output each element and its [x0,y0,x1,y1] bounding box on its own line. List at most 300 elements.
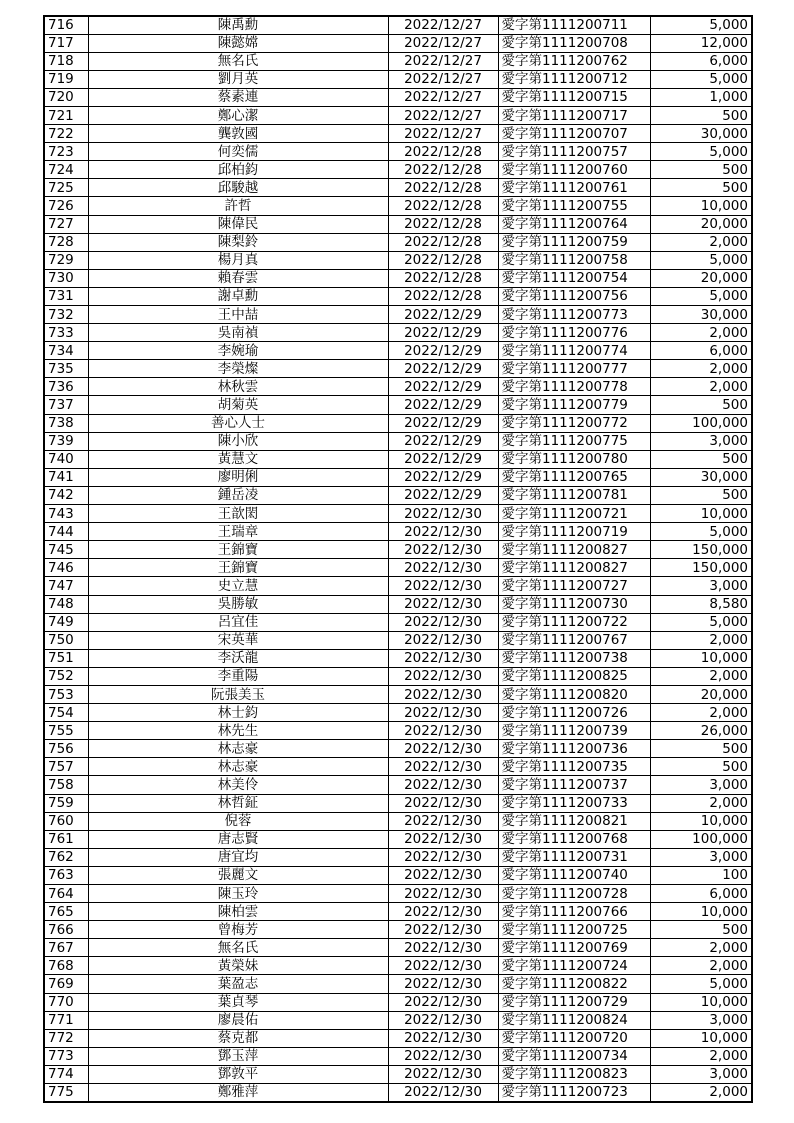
donation-date: 2022/12/29 [388,324,498,342]
donor-name: 黃慧文 [88,450,388,468]
donation-amount: 5,000 [650,251,752,269]
table-row [44,161,752,179]
donor-name: 善心人士 [88,414,388,432]
table-row [44,523,752,541]
donation-date: 2022/12/30 [388,866,498,884]
donor-name: 謝卓勳 [88,287,388,305]
donation-amount: 2,000 [650,667,752,685]
donation-amount: 2,000 [650,324,752,342]
receipt-number: 愛字第1111200756 [498,287,650,305]
receipt-number: 愛字第1111200757 [498,143,650,161]
row-number: 725 [44,179,88,197]
donation-amount: 100,000 [650,414,752,432]
row-number: 751 [44,649,88,667]
receipt-number: 愛字第1111200715 [498,88,650,106]
donation-amount: 12,000 [650,34,752,52]
donation-amount: 2,000 [650,233,752,251]
donor-name: 林先生 [88,722,388,740]
donation-date: 2022/12/27 [388,16,498,34]
receipt-number: 愛字第1111200728 [498,885,650,903]
row-number: 761 [44,830,88,848]
donation-date: 2022/12/27 [388,52,498,70]
row-number: 731 [44,287,88,305]
receipt-number: 愛字第1111200719 [498,523,650,541]
receipt-number: 愛字第1111200827 [498,559,650,577]
receipt-number: 愛字第1111200712 [498,70,650,88]
donation-date: 2022/12/30 [388,957,498,975]
donation-table-body [44,16,752,1102]
receipt-number: 愛字第1111200724 [498,957,650,975]
donation-amount: 100 [650,866,752,884]
row-number: 728 [44,233,88,251]
donation-date: 2022/12/27 [388,88,498,106]
table-row [44,197,752,215]
receipt-number: 愛字第1111200721 [498,505,650,523]
donation-date: 2022/12/30 [388,975,498,993]
donation-date: 2022/12/30 [388,939,498,957]
receipt-number: 愛字第1111200725 [498,921,650,939]
receipt-number: 愛字第1111200768 [498,830,650,848]
donation-date: 2022/12/30 [388,1065,498,1083]
donation-amount: 1,000 [650,88,752,106]
row-number: 756 [44,740,88,758]
receipt-number: 愛字第1111200764 [498,215,650,233]
donor-name: 黃榮妹 [88,957,388,975]
donation-date: 2022/12/29 [388,396,498,414]
donation-amount: 6,000 [650,342,752,360]
donation-amount: 2,000 [650,794,752,812]
donation-amount: 10,000 [650,993,752,1011]
donor-name: 鍾岳凌 [88,486,388,504]
donor-name: 陳禹勳 [88,16,388,34]
donor-name: 吳勝敏 [88,595,388,613]
donor-name: 李沃龍 [88,649,388,667]
table-row [44,885,752,903]
table-row [44,88,752,106]
donor-name: 李重陽 [88,667,388,685]
row-number: 762 [44,848,88,866]
row-number: 750 [44,631,88,649]
donation-date: 2022/12/30 [388,812,498,830]
donation-date: 2022/12/30 [388,921,498,939]
table-row [44,685,752,703]
row-number: 737 [44,396,88,414]
donor-name: 王歆閎 [88,505,388,523]
donation-date: 2022/12/30 [388,541,498,559]
row-number: 735 [44,360,88,378]
donor-name: 鄧玉萍 [88,1047,388,1065]
receipt-number: 愛字第1111200736 [498,740,650,758]
table-row [44,577,752,595]
donor-name: 林志豪 [88,740,388,758]
donation-date: 2022/12/28 [388,215,498,233]
row-number: 727 [44,215,88,233]
donation-date: 2022/12/30 [388,649,498,667]
donor-name: 廖明俐 [88,468,388,486]
row-number: 740 [44,450,88,468]
receipt-number: 愛字第1111200778 [498,378,650,396]
donation-date: 2022/12/30 [388,577,498,595]
table-row [44,704,752,722]
table-row [44,396,752,414]
donation-date: 2022/12/29 [388,450,498,468]
receipt-number: 愛字第1111200777 [498,360,650,378]
table-row [44,722,752,740]
receipt-number: 愛字第1111200733 [498,794,650,812]
donor-name: 吳南禎 [88,324,388,342]
row-number: 755 [44,722,88,740]
donation-date: 2022/12/29 [388,306,498,324]
row-number: 738 [44,414,88,432]
donation-table [43,15,753,1103]
donor-name: 張麗文 [88,866,388,884]
receipt-number: 愛字第1111200822 [498,975,650,993]
donor-name: 何奕儒 [88,143,388,161]
donation-amount: 8,580 [650,595,752,613]
donation-date: 2022/12/30 [388,523,498,541]
table-row [44,505,752,523]
receipt-number: 愛字第1111200707 [498,125,650,143]
receipt-number: 愛字第1111200734 [498,1047,650,1065]
receipt-number: 愛字第1111200730 [498,595,650,613]
donation-date: 2022/12/29 [388,342,498,360]
receipt-number: 愛字第1111200739 [498,722,650,740]
row-number: 732 [44,306,88,324]
donor-name: 葉貞琴 [88,993,388,1011]
row-number: 753 [44,685,88,703]
table-row [44,740,752,758]
donation-amount: 3,000 [650,848,752,866]
donor-name: 呂宜佳 [88,613,388,631]
row-number: 775 [44,1084,88,1102]
donation-amount: 500 [650,396,752,414]
table-row [44,378,752,396]
receipt-number: 愛字第1111200773 [498,306,650,324]
receipt-number: 愛字第1111200776 [498,324,650,342]
row-number: 767 [44,939,88,957]
table-row [44,776,752,794]
donation-amount: 5,000 [650,16,752,34]
receipt-number: 愛字第1111200780 [498,450,650,468]
donation-date: 2022/12/30 [388,740,498,758]
donation-date: 2022/12/28 [388,287,498,305]
row-number: 716 [44,16,88,34]
donation-date: 2022/12/28 [388,251,498,269]
donor-name: 曾梅芳 [88,921,388,939]
donor-name: 陳小欣 [88,432,388,450]
receipt-number: 愛字第1111200769 [498,939,650,957]
table-row [44,287,752,305]
donor-name: 倪蓉 [88,812,388,830]
donation-amount: 20,000 [650,215,752,233]
row-number: 765 [44,903,88,921]
row-number: 766 [44,921,88,939]
table-row [44,921,752,939]
donation-date: 2022/12/28 [388,143,498,161]
table-row [44,649,752,667]
donation-amount: 3,000 [650,1065,752,1083]
receipt-number: 愛字第1111200761 [498,179,650,197]
row-number: 748 [44,595,88,613]
table-row [44,52,752,70]
donor-name: 林志豪 [88,758,388,776]
donation-date: 2022/12/29 [388,360,498,378]
donation-amount: 5,000 [650,975,752,993]
donor-name: 李婉瑜 [88,342,388,360]
receipt-number: 愛字第1111200774 [498,342,650,360]
table-row [44,830,752,848]
donation-amount: 10,000 [650,649,752,667]
receipt-number: 愛字第1111200711 [498,16,650,34]
donation-amount: 3,000 [650,1011,752,1029]
donor-name: 許哲 [88,197,388,215]
donation-amount: 10,000 [650,1029,752,1047]
receipt-number: 愛字第1111200766 [498,903,650,921]
donation-date: 2022/12/28 [388,233,498,251]
receipt-number: 愛字第1111200717 [498,106,650,124]
table-row [44,450,752,468]
donation-date: 2022/12/30 [388,885,498,903]
donation-date: 2022/12/27 [388,106,498,124]
row-number: 752 [44,667,88,685]
donation-date: 2022/12/30 [388,776,498,794]
receipt-number: 愛字第1111200827 [498,541,650,559]
receipt-number: 愛字第1111200738 [498,649,650,667]
donation-date: 2022/12/27 [388,34,498,52]
receipt-number: 愛字第1111200758 [498,251,650,269]
table-row [44,215,752,233]
receipt-number: 愛字第1111200767 [498,631,650,649]
row-number: 771 [44,1011,88,1029]
donation-amount: 6,000 [650,885,752,903]
donor-name: 龔敦國 [88,125,388,143]
receipt-number: 愛字第1111200754 [498,269,650,287]
table-row [44,957,752,975]
donation-date: 2022/12/28 [388,161,498,179]
table-row [44,306,752,324]
donor-name: 鄭雅萍 [88,1084,388,1102]
donor-name: 鄧敦平 [88,1065,388,1083]
table-row [44,486,752,504]
receipt-number: 愛字第1111200726 [498,704,650,722]
receipt-number: 愛字第1111200731 [498,848,650,866]
table-row [44,903,752,921]
table-row [44,233,752,251]
donation-date: 2022/12/29 [388,468,498,486]
donation-date: 2022/12/30 [388,631,498,649]
donor-name: 邱柏鈞 [88,161,388,179]
donation-amount: 6,000 [650,52,752,70]
donation-date: 2022/12/29 [388,414,498,432]
donation-date: 2022/12/30 [388,613,498,631]
donation-amount: 2,000 [650,631,752,649]
donation-date: 2022/12/30 [388,830,498,848]
row-number: 722 [44,125,88,143]
donor-name: 唐志賢 [88,830,388,848]
donor-name: 王錦寶 [88,559,388,577]
donation-amount: 30,000 [650,125,752,143]
donation-amount: 500 [650,740,752,758]
donation-amount: 2,000 [650,1084,752,1102]
table-row [44,143,752,161]
table-row [44,866,752,884]
donation-date: 2022/12/30 [388,848,498,866]
donation-date: 2022/12/28 [388,269,498,287]
donation-amount: 500 [650,179,752,197]
row-number: 745 [44,541,88,559]
donation-amount: 26,000 [650,722,752,740]
donor-name: 林秋雲 [88,378,388,396]
table-row [44,939,752,957]
donation-date: 2022/12/30 [388,595,498,613]
receipt-number: 愛字第1111200737 [498,776,650,794]
table-row [44,125,752,143]
donation-amount: 500 [650,921,752,939]
donation-amount: 500 [650,106,752,124]
row-number: 723 [44,143,88,161]
donation-amount: 10,000 [650,903,752,921]
donor-name: 史立慧 [88,577,388,595]
receipt-number: 愛字第1111200823 [498,1065,650,1083]
donation-date: 2022/12/30 [388,722,498,740]
donor-name: 賴春雲 [88,269,388,287]
table-row [44,269,752,287]
donor-name: 廖晨佑 [88,1011,388,1029]
donation-amount: 20,000 [650,269,752,287]
receipt-number: 愛字第1111200821 [498,812,650,830]
receipt-number: 愛字第1111200720 [498,1029,650,1047]
row-number: 719 [44,70,88,88]
row-number: 734 [44,342,88,360]
donation-date: 2022/12/30 [388,559,498,577]
row-number: 770 [44,993,88,1011]
donation-date: 2022/12/30 [388,1029,498,1047]
donor-name: 陳玉玲 [88,885,388,903]
donation-date: 2022/12/30 [388,704,498,722]
donor-name: 宋英華 [88,631,388,649]
table-row [44,1084,752,1102]
table-row [44,631,752,649]
donation-amount: 5,000 [650,287,752,305]
row-number: 758 [44,776,88,794]
donor-name: 無名氏 [88,939,388,957]
donation-date: 2022/12/27 [388,70,498,88]
row-number: 759 [44,794,88,812]
donation-date: 2022/12/29 [388,486,498,504]
donation-date: 2022/12/30 [388,1011,498,1029]
receipt-number: 愛字第1111200760 [498,161,650,179]
donation-amount: 10,000 [650,197,752,215]
donor-name: 陳梨鈴 [88,233,388,251]
donation-date: 2022/12/29 [388,432,498,450]
donor-name: 王錦寶 [88,541,388,559]
row-number: 760 [44,812,88,830]
receipt-number: 愛字第1111200781 [498,486,650,504]
row-number: 724 [44,161,88,179]
row-number: 741 [44,468,88,486]
row-number: 744 [44,523,88,541]
table-row [44,1011,752,1029]
donation-amount: 500 [650,161,752,179]
table-row [44,1047,752,1065]
donation-amount: 2,000 [650,957,752,975]
row-number: 717 [44,34,88,52]
donation-date: 2022/12/27 [388,125,498,143]
receipt-number: 愛字第1111200772 [498,414,650,432]
table-row [44,613,752,631]
row-number: 763 [44,866,88,884]
donor-name: 蔡素連 [88,88,388,106]
donation-amount: 5,000 [650,70,752,88]
donation-amount: 5,000 [650,523,752,541]
table-row [44,848,752,866]
donor-name: 無名氏 [88,52,388,70]
donation-date: 2022/12/30 [388,758,498,776]
row-number: 720 [44,88,88,106]
row-number: 743 [44,505,88,523]
donation-amount: 5,000 [650,143,752,161]
donor-name: 阮張美玉 [88,685,388,703]
row-number: 730 [44,269,88,287]
donor-name: 葉盈志 [88,975,388,993]
table-row [44,993,752,1011]
receipt-number: 愛字第1111200740 [498,866,650,884]
donation-amount: 2,000 [650,360,752,378]
donor-name: 鄭心潔 [88,106,388,124]
table-row [44,432,752,450]
donation-amount: 2,000 [650,378,752,396]
donation-amount: 10,000 [650,505,752,523]
donor-name: 胡菊英 [88,396,388,414]
table-row [44,106,752,124]
table-row [44,812,752,830]
table-row [44,559,752,577]
row-number: 718 [44,52,88,70]
row-number: 754 [44,704,88,722]
donation-amount: 30,000 [650,468,752,486]
row-number: 764 [44,885,88,903]
donation-date: 2022/12/30 [388,794,498,812]
donation-date: 2022/12/30 [388,685,498,703]
row-number: 757 [44,758,88,776]
donor-name: 王瑞章 [88,523,388,541]
donation-amount: 500 [650,758,752,776]
row-number: 739 [44,432,88,450]
row-number: 729 [44,251,88,269]
receipt-number: 愛字第1111200708 [498,34,650,52]
donor-name: 唐宜均 [88,848,388,866]
receipt-number: 愛字第1111200825 [498,667,650,685]
row-number: 768 [44,957,88,975]
donation-date: 2022/12/28 [388,179,498,197]
donor-name: 陳柏雲 [88,903,388,921]
table-row [44,34,752,52]
receipt-number: 愛字第1111200765 [498,468,650,486]
receipt-number: 愛字第1111200722 [498,613,650,631]
donation-date: 2022/12/28 [388,197,498,215]
row-number: 736 [44,378,88,396]
donor-name: 邱駿越 [88,179,388,197]
donation-amount: 500 [650,486,752,504]
donation-date: 2022/12/30 [388,1047,498,1065]
donation-amount: 3,000 [650,776,752,794]
table-row [44,975,752,993]
donation-amount: 3,000 [650,432,752,450]
donor-name: 李榮燦 [88,360,388,378]
table-row [44,251,752,269]
donor-name: 林士鈞 [88,704,388,722]
row-number: 772 [44,1029,88,1047]
